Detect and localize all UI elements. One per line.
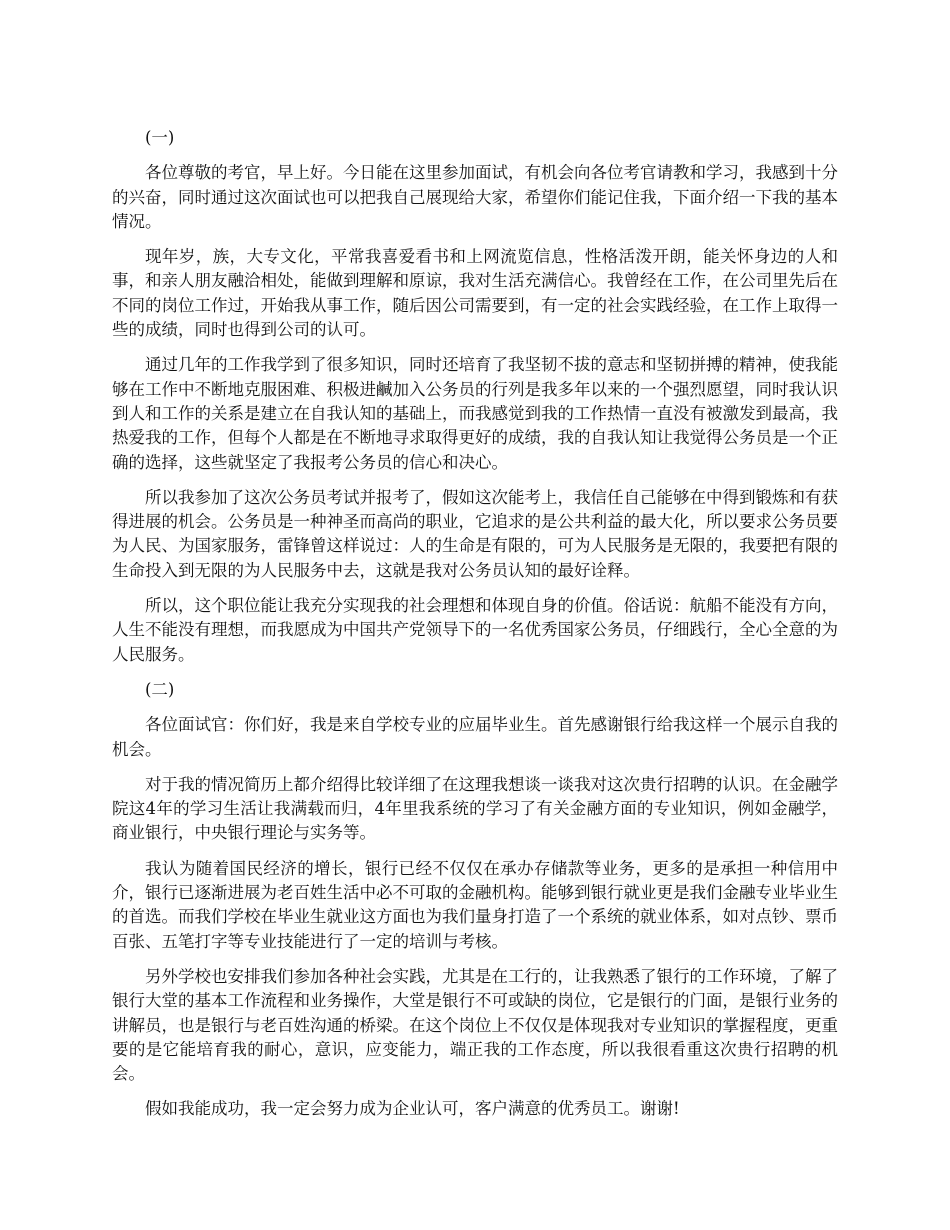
paragraph: 我认为随着国民经济的增长，银行已经不仅仅在承办存储款等业务，更多的是承担一种信用中介，银行已逐渐进展为老百姓生活中必不可取的金融机构。能够到银行就业更是我们金融专业毕业生的首选。而我们学校在毕业生就业这方面也为我们量身打造了一个系统的就业体系，如对点钞、票币百张、五笔打字等专业技能进行了一定的培训与考核。: [112, 858, 838, 951]
paragraph: 通过几年的工作我学到了很多知识，同时还培育了我坚韧不拔的意志和坚韧拼搏的精神，使我能够在工作中不断地克服困难、积极进鹹加入公务员的行列是我多年以来的一个强烈愿望，同时我认识到人和工作的关系是建立在自我认知的基础上，而我感觉到我的工作热情一直没有被激发到最高，我热爱我的工作，但每个人都是在不断地寻求取得更好的成绩，我的自我认知让我觉得公务员是一个正确的选择，这些就坚定了我报考公务员的信心和决心。: [112, 355, 838, 472]
paragraph: 所以，这个职位能让我充分实现我的社会理想和体现自身的价值。俗话说：航船不能没有方向，人生不能没有理想，而我愿成为中国共产党领导下的一名优秀国家公务员，仔细践行，全心全意的为人民服务。: [112, 596, 838, 664]
paragraph: 对于我的情况简历上都介绍得比较详细了在这理我想谈一谈我对这次贵行招聘的认识。在金融学院这4年的学习生活让我满载而归，4年里我系统的学习了有关金融方面的专业知识，例如金融学，商业银行，中央银行理论与实务等。: [112, 774, 838, 843]
paragraph: 各位尊敬的考官，早上好。今日能在这里参加面试，有机会向各位考官请教和学习，我感到十分的兴奋，同时通过这次面试也可以把我自己展现给大家，希望你们能记住我，下面介绍一下我的基本情况。: [112, 163, 838, 231]
paragraph: 假如我能成功，我一定会努力成为企业认可，客户满意的优秀员工。谢谢!: [145, 1099, 680, 1119]
section-1-heading: (一): [145, 128, 175, 147]
section-2-heading: (二): [145, 679, 175, 699]
paragraph: 现年岁，族，大专文化，平常我喜爱看书和上网流览信息，性格活泼开朗，能关怀身边的人和事，和亲人朋友融洽相处，能做到理解和原谅，我对生活充满信心。我曾经在工作，在公司里先后在不同的岗位工作过，开始我从事工作，随后因公司需要到，有一定的社会实践经验，在工作上取得一些的成绩，同时也得到公司的认可。: [112, 247, 838, 340]
paragraph: 各位面试官：你们好，我是来自学校专业的应届毕业生。首先感谢银行给我这样一个展示自我的机会。: [112, 715, 838, 759]
paragraph: 另外学校也安排我们参加各种社会实践，尤其是在工行的，让我熟悉了银行的工作环境，了解了银行大堂的基本工作流程和业务操作，大堂是银行不可或缺的岗位，它是银行的门面，是银行业务的讲解员，也是银行与老百姓沟通的桥梁。在这个岗位上不仅仅是体现我对专业知识的掌握程度，更重要的是它能培育我的耐心，意识，应变能力，端正我的工作态度，所以我很看重这次贵行招聘的机会。: [112, 966, 838, 1084]
paragraph: 所以我参加了这次公务员考试并报考了，假如这次能考上，我信任自己能够在中得到锻炼和有获得进展的机会。公务员是一种神圣而高尚的职业，它追求的是公共利益的最大化，所以要求公务员要为人民、为国家服务，雷锋曾这样说过：人的生命是有限的，可为人民服务是无限的，我要把有限的生命投入到无限的为人民服务中去，这就是我对公务员认知的最好诠释。: [112, 487, 838, 580]
document-page: [112, 126, 838, 1133]
